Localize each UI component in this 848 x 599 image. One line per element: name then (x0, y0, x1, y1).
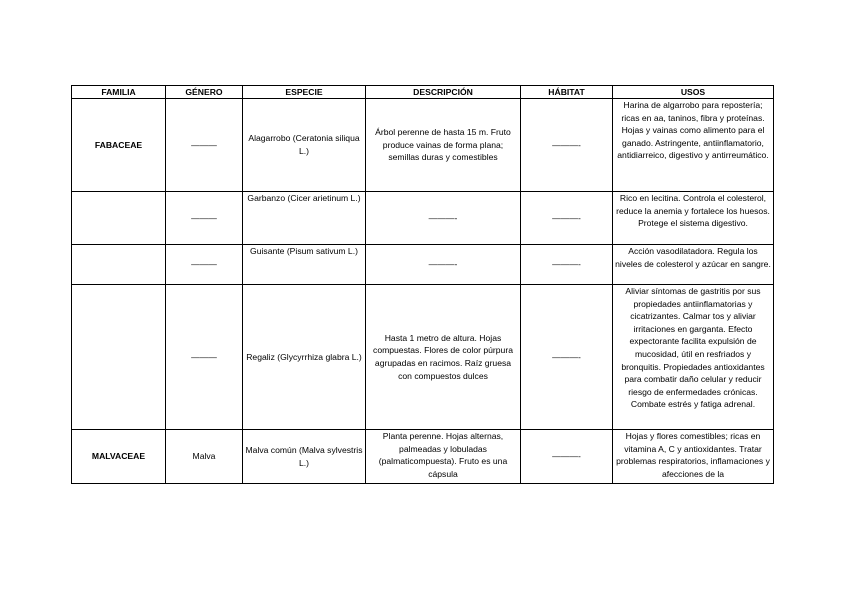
plant-table (71, 85, 774, 484)
cell-genero: ——— (166, 285, 243, 430)
cell-habitat: ———- (521, 192, 613, 245)
cell-genero: Malva (166, 430, 243, 484)
cell-especie: Guisante (Pisum sativum L.) (243, 245, 366, 285)
header-especie: ESPECIE (243, 86, 366, 99)
cell-especie: Malva común (Malva sylvestris L.) (243, 430, 366, 484)
cell-habitat: ———- (521, 99, 613, 192)
cell-descripcion: Árbol perenne de hasta 15 m. Fruto produce vainas de forma plana; semillas duras y comestibles (366, 99, 521, 192)
cell-usos: Hojas y flores comestibles; ricas en vitamina A, C y antioxidantes. Tratar problemas respiratorios, inflamaciones y afecciones de la (613, 430, 774, 484)
header-familia: FAMILIA (72, 86, 166, 99)
cell-usos: Aliviar síntomas de gastritis por sus propiedades antiinflamatorias y cicatrizantes. Calmar tos y aliviar irritaciones en garganta. Efecto expectorante facilita expulsión de mucosidad, útil en resfriados y bronquitis. Propiedades antioxidantes para combatir daño celular y reducir riesgo de enfermedades crónicas. Combate estrés y fatiga adrenal. (613, 285, 774, 430)
table-row (72, 430, 774, 484)
header-habitat: HÁBITAT (521, 86, 613, 99)
cell-usos: Harina de algarrobo para repostería; ricas en aa, taninos, fibra y proteínas. Hojas y vainas como alimento para el ganado. Astringente, antiinflamatorio, antidiarreico, digestivo y antirreumático. (613, 99, 774, 192)
cell-descripcion: Planta perenne. Hojas alternas, palmeadas y lobuladas (palmaticompuesta). Fruto es una cápsula (366, 430, 521, 484)
cell-usos: Rico en lecitina. Controla el colesterol, reduce la anemia y fortalece los huesos. Protege el sistema digestivo. (613, 192, 774, 245)
table-row (72, 285, 774, 430)
cell-familia: MALVACEAE (72, 430, 166, 484)
cell-habitat: ———- (521, 245, 613, 285)
header-descripcion: DESCRIPCIÓN (366, 86, 521, 99)
cell-habitat: ———- (521, 285, 613, 430)
cell-descripcion: Hasta 1 metro de altura. Hojas compuestas. Flores de color púrpura agrupadas en racimos. Raíz gruesa con compuestos dulces (366, 285, 521, 430)
cell-habitat: ———- (521, 430, 613, 484)
cell-familia (72, 192, 166, 245)
table-header-row (72, 86, 774, 99)
header-genero: GÉNERO (166, 86, 243, 99)
table-row (72, 192, 774, 245)
cell-descripcion: ———- (366, 245, 521, 285)
cell-genero: ——— (166, 245, 243, 285)
cell-especie: Alagarrobo (Ceratonia siliqua L.) (243, 99, 366, 192)
cell-usos: Acción vasodilatadora. Regula los niveles de colesterol y azúcar en sangre. (613, 245, 774, 285)
cell-familia (72, 245, 166, 285)
table-row (72, 245, 774, 285)
cell-genero: ——— (166, 192, 243, 245)
cell-familia: FABACEAE (72, 99, 166, 192)
cell-especie: Regaliz (Glycyrrhiza glabra L.) (243, 285, 366, 430)
cell-genero: ——— (166, 99, 243, 192)
header-usos: USOS (613, 86, 774, 99)
cell-familia (72, 285, 166, 430)
cell-especie: Garbanzo (Cicer arietinum L.) (243, 192, 366, 245)
table-row (72, 99, 774, 192)
cell-descripcion: ———- (366, 192, 521, 245)
document-page (71, 85, 774, 484)
